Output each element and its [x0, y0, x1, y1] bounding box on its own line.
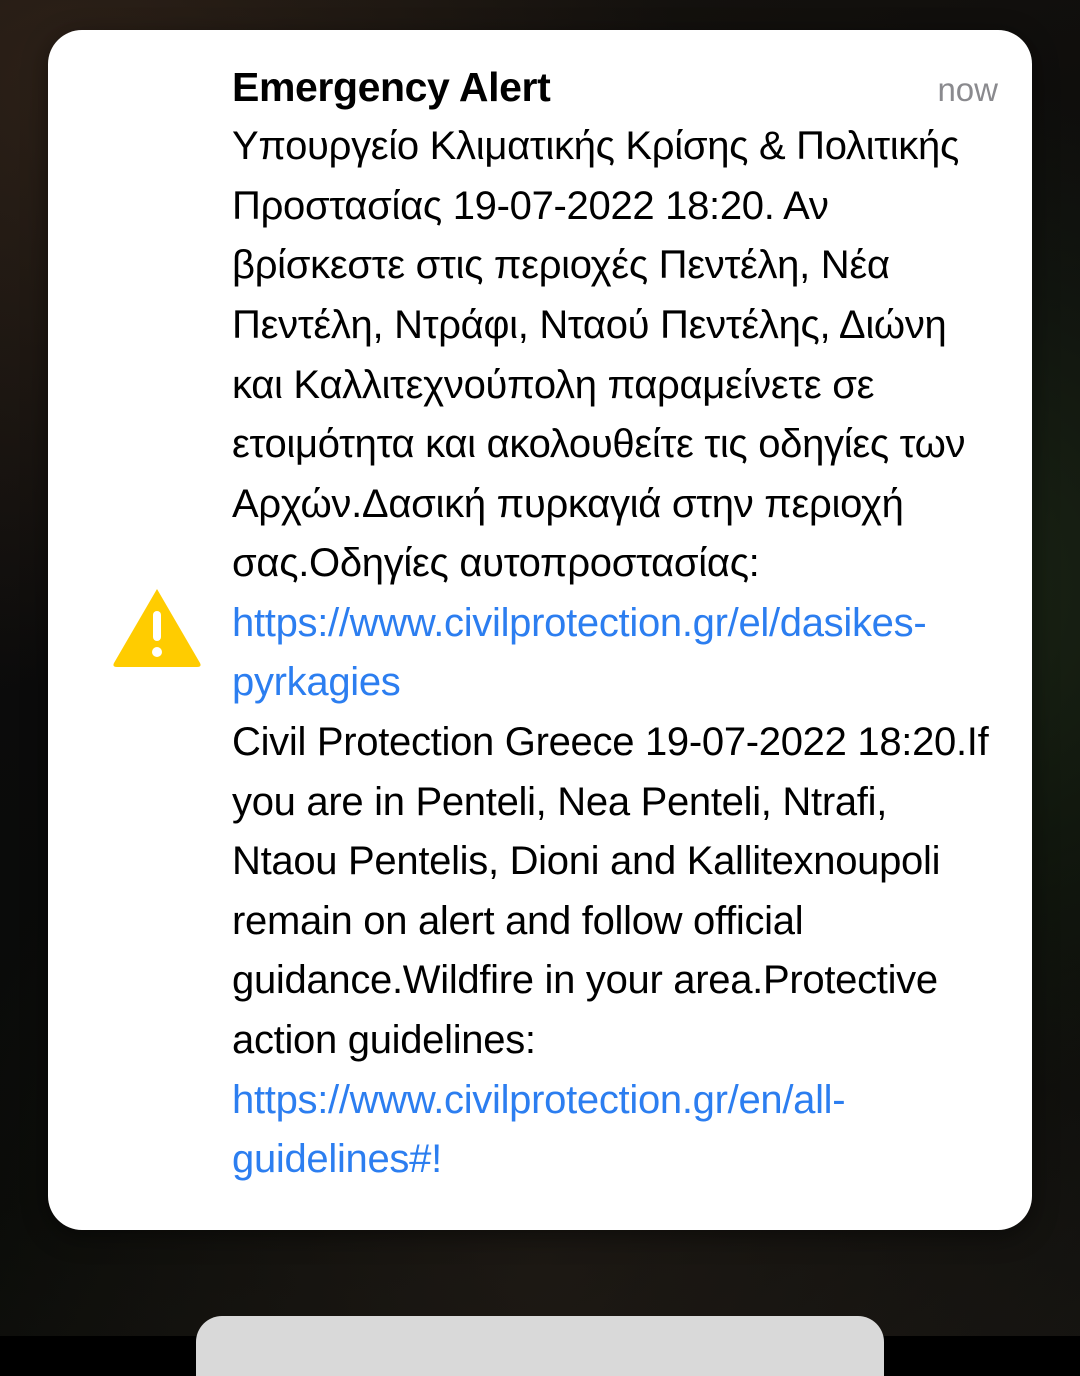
notification-body	[232, 117, 998, 1190]
next-notification-peek[interactable]	[196, 1316, 884, 1376]
notification-timestamp: now	[937, 71, 998, 108]
english-guidelines-link[interactable]: https://www.civilprotection.gr/en/all-guidelines#	[232, 1077, 846, 1182]
warning-triangle-icon	[111, 585, 203, 669]
notification-content	[232, 64, 998, 1190]
emergency-alert-notification[interactable]	[48, 30, 1032, 1230]
notification-header	[232, 64, 998, 111]
alert-text-greek: Υπουργείο Κλιματικής Κρίσης & Πολιτικής Προστασίας 19-07-2022 18:20. Αν βρίσκεστε στις περιοχές Πεντέλη, Νέα Πεντέλη, Ντράφι, Νταού Πεντέλης, Διώνη και Καλλιτεχνούπολη παραμείνετε σε ετοιμότητα και ακολουθείτε τις οδηγίες των Αρχών.Δασική πυρκαγιά στην περιοχή σας.Οδηγίες αυτοπροστασίας:	[232, 124, 966, 586]
notification-title: Emergency Alert	[232, 64, 551, 110]
notification-icon-container	[82, 64, 232, 1190]
greek-guidelines-link[interactable]: https://www.civilprotection.gr/el/dasikes-pyrkagies	[232, 600, 927, 705]
alert-text-trailing: !	[431, 1137, 442, 1182]
alert-text-english: Civil Protection Greece 19-07-2022 18:20.If you are in Penteli, Nea Penteli, Ntrafi, Ntaou Pentelis, Dioni and Kallitexnoupoli remain on alert and follow official guidance.Wildfire in your area.Protective action guidelines:	[232, 720, 989, 1063]
